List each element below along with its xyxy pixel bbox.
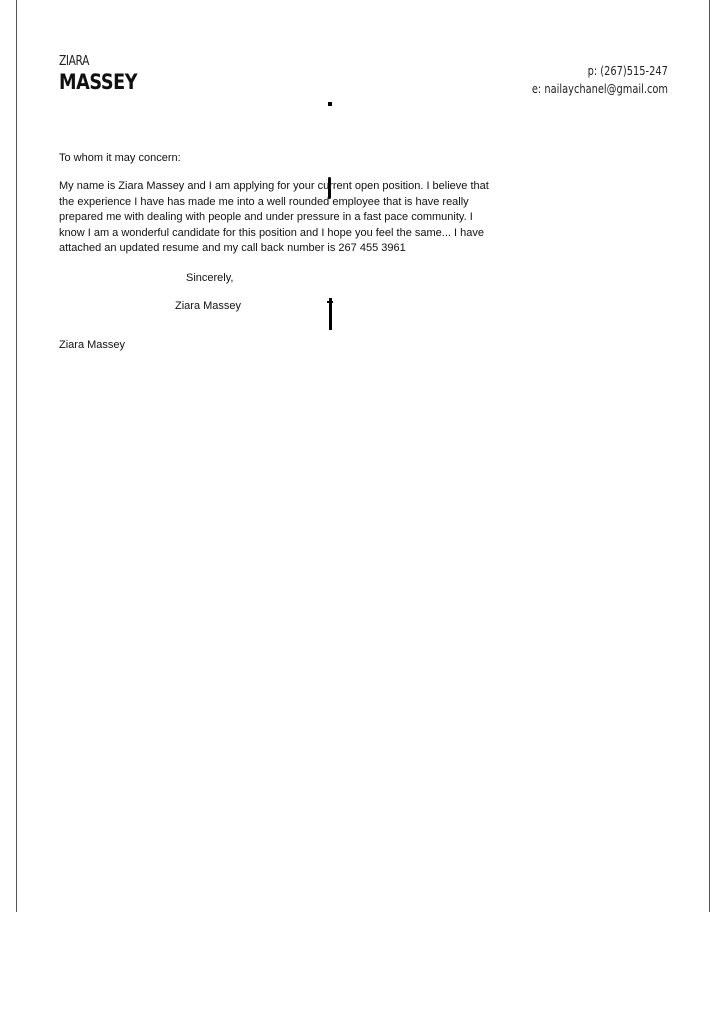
stray-mark <box>327 301 333 303</box>
signature-left: Ziara Massey <box>59 339 126 351</box>
page-border-left <box>16 0 17 912</box>
letter-body: My name is Ziara Massey and I am applying for your current open position. I believe that the experience I have has made me into a well rounded employee that is have really prepared me with dealing with people and under pressure in a fast pace community. I know I am a wonderful candidate for this position and I hope you feel the same... I have attached an updated resume and my call back number is 267 455 3961 <box>59 180 489 255</box>
letter-salutation: To whom it may concern: <box>59 152 181 164</box>
signature-indented: Ziara Massey <box>175 300 242 312</box>
contact-phone: p: (267)515-247 <box>587 64 668 78</box>
header-last-name: MASSEY <box>59 70 138 94</box>
contact-email: e: nailaychanel@gmail.com <box>531 82 668 96</box>
header-first-name: ZIARA <box>59 54 89 69</box>
stray-mark <box>328 102 332 106</box>
letter-closing: Sincerely, <box>186 272 234 284</box>
page-border-right <box>709 0 710 912</box>
